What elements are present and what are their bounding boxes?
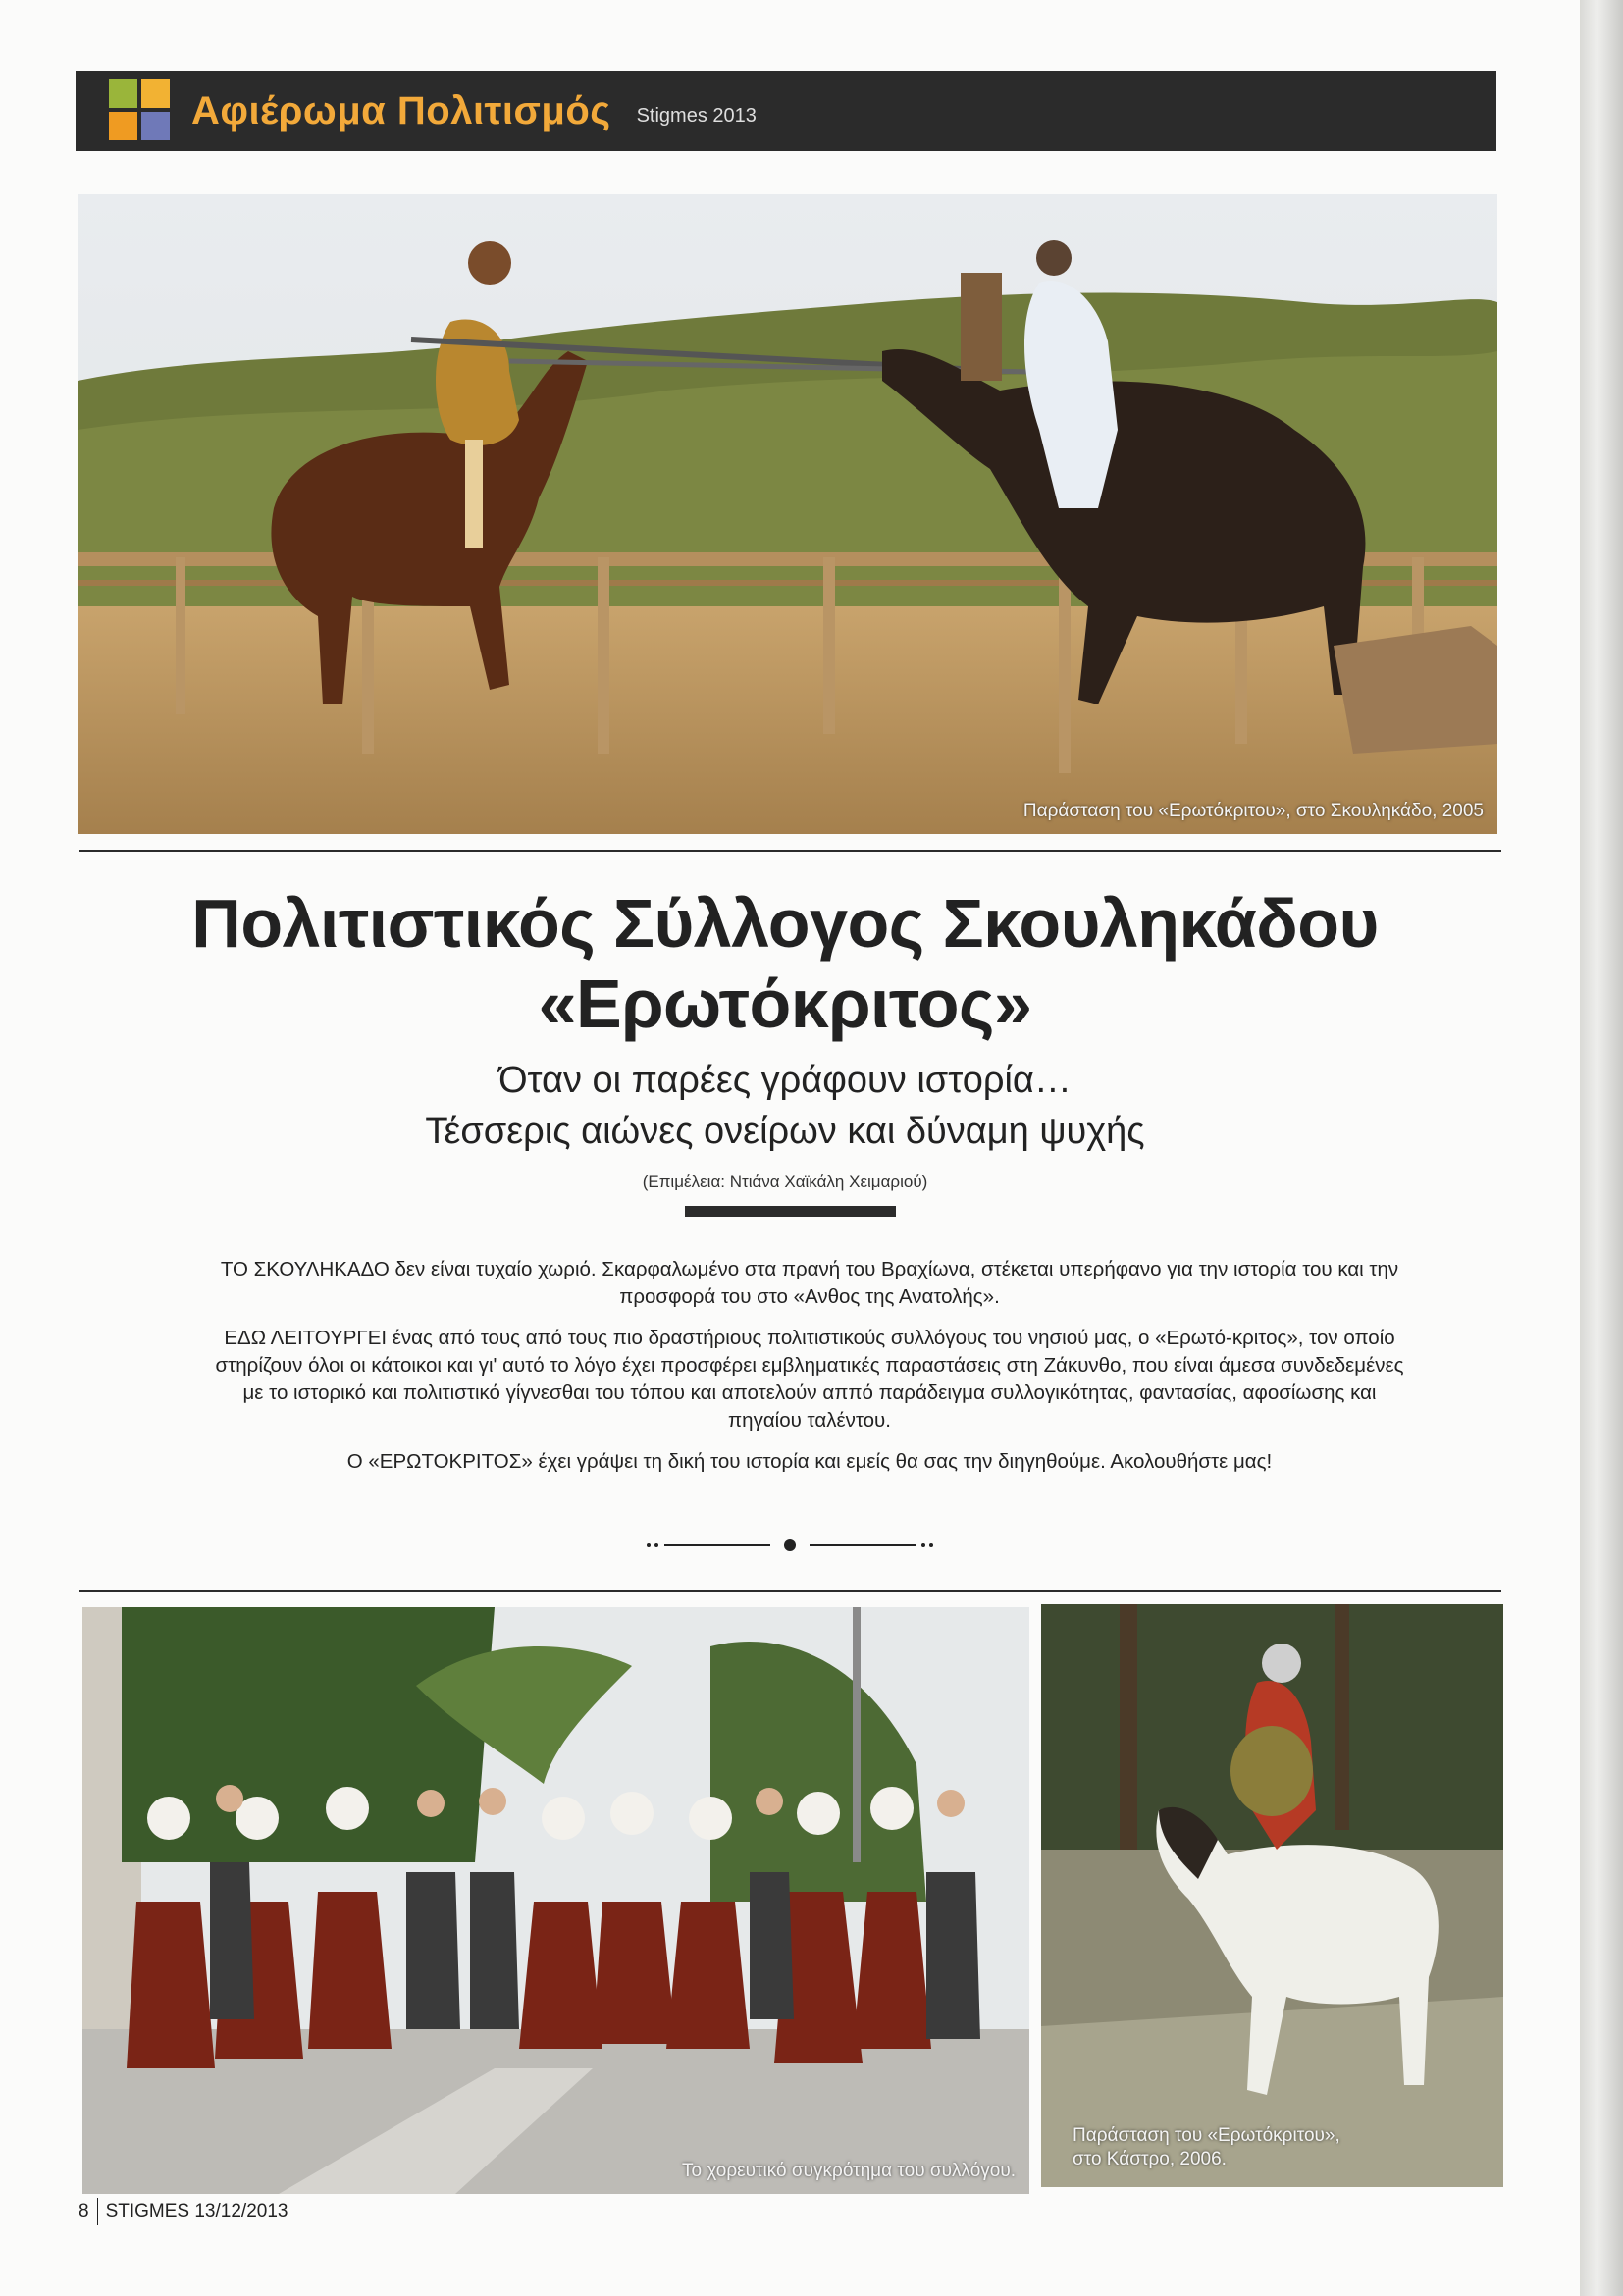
ornament-divider-icon: [643, 1534, 937, 1557]
article-subtitle-line1: Όταν οι παρέες γράφουν ιστορία…: [498, 1060, 1072, 1101]
article-paragraph: Ο «ΕΡΩΤΟΚΡΙΤΟΣ» έχει γράψει τη δική του ιστορία και εμείς θα σας την διηγηθούμε. Ακολουθήστε μας!: [346, 1450, 1273, 1473]
bottom-right-photo-rider: [1041, 1604, 1503, 2187]
article-paragraph: ΕΔΩ ΛΕΙΤΟΥΡΓΕΙ ένας από τους από τους πιο δραστήριους πολιτιστικούς συλλόγους του νησιού μας, ο «Ερωτό-κριτος», τον οποίο στηρίζουν όλοι οι κάτοικοι και γι' αυτό το λόγο έχει προσφέρει εμβληματικές παραστάσεις στη Ζάκυνθο, που είναι άμεσα συνδεδεμένες με το ιστορικό και πολιτιστικό γίγνεσθαι του τόπου και αποτελούν αππό παράδειγμα συλλογικότητας, φαντασίας, αφοσίωσης και πηγαίου ταλέντου.: [215, 1327, 1404, 1432]
section-logo-icon: [109, 79, 172, 142]
article-body: [211, 1256, 1408, 1489]
edition-label: Stigmes 2013: [636, 104, 757, 127]
top-photo-caption: Παράσταση του «Ερωτόκριτου», στο Σκουληκάδο, 2005: [1022, 801, 1484, 821]
page-footer: [79, 2198, 288, 2225]
section-header-bar: [76, 71, 1496, 151]
credit-underline-bar: [685, 1206, 896, 1217]
article-title-line1: Πολιτιστικός Σύλλογος Σκουληκάδου: [191, 885, 1379, 962]
bottom-right-caption-line2: στο Κάστρο, 2006.: [1073, 2149, 1227, 2169]
top-photo-jousting: [78, 194, 1497, 834]
publication-date: STIGMES 13/12/2013: [105, 2201, 288, 2221]
section-title: Αφιέρωμα Πολιτισμός: [191, 88, 611, 132]
article-subtitle-line2: Τέσσερις αιώνες ονείρων και δύναμη ψυχής: [425, 1111, 1145, 1152]
article-title-line2: «Ερωτόκριτος»: [538, 965, 1032, 1042]
article-paragraph: ΤΟ ΣΚΟΥΛΗΚΑΔΟ δεν είναι τυχαίο χωριό. Σκαρφαλωμένο στα πρανή του Βραχίωνα, στέκεται υπερήφανο για την ιστορία του και την προσφορά του στο «Ανθος της Ανατολής».: [220, 1258, 1399, 1308]
article-subtitle: [79, 1055, 1492, 1157]
bottom-left-photo-caption: Το χορευτικό συγκρότημα του συλλόγου.: [681, 2161, 1016, 2181]
divider-rule-top: [79, 850, 1501, 852]
bottom-right-caption-line1: Παράσταση του «Ερωτόκριτου»,: [1073, 2125, 1340, 2146]
article-title: [79, 883, 1492, 1044]
divider-rule-bottom: [79, 1590, 1501, 1592]
page-number: 8: [79, 2201, 89, 2221]
page-edge-binding: [1580, 0, 1623, 2296]
bottom-left-photo-dance-group: [82, 1607, 1029, 2194]
footer-separator: [97, 2198, 98, 2225]
bottom-right-photo-caption: [1073, 2124, 1340, 2171]
article-credit: (Επιμέλεια: Ντιάνα Χαϊκάλη Χειμαριού): [642, 1173, 928, 1191]
